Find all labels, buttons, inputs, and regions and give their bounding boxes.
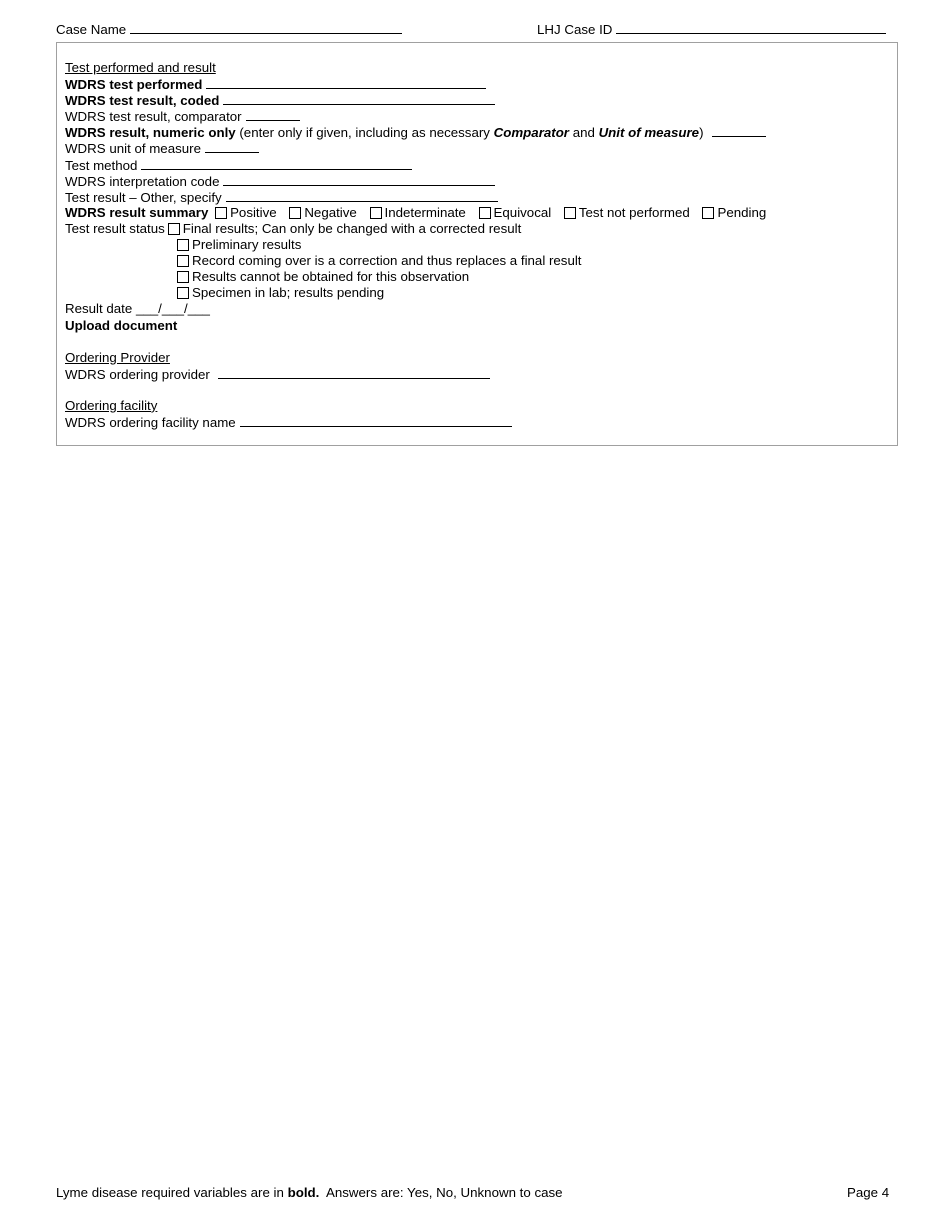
option-label: Final results; Can only be changed with a corrected result (182, 220, 522, 236)
case-name-field[interactable] (130, 21, 402, 34)
test-performed-field[interactable] (206, 76, 486, 89)
numeric-note-unit: Unit of measure (598, 125, 700, 141)
option-label: Record coming over is a correction and thus replaces a final result (192, 253, 582, 269)
option-label: Pending (717, 204, 767, 220)
lhj-case-id-label: LHJ Case ID (537, 22, 613, 37)
checkbox-not-performed[interactable] (564, 207, 576, 219)
numeric-note-and: and (569, 125, 599, 141)
checkbox-indeterminate[interactable] (370, 207, 382, 219)
checkbox-status-cannot-obtain[interactable] (177, 271, 189, 283)
checkbox-status-in-lab[interactable] (177, 287, 189, 299)
option-label: Equivocal (493, 204, 552, 220)
other-label: Test result – Other, specify (65, 189, 222, 205)
numeric-note-end: ) (699, 125, 704, 141)
option-label: Indeterminate (384, 204, 466, 220)
status-label: Test result status (65, 220, 165, 236)
option-label: Specimen in lab; results pending (192, 285, 385, 301)
interpretation-field[interactable] (223, 173, 495, 186)
result-coded-field[interactable] (223, 92, 495, 105)
footer-bold: bold. (287, 1185, 320, 1200)
method-label: Test method (65, 157, 138, 173)
result-date-label: Result date (65, 301, 133, 317)
option-label: Positive (230, 204, 277, 220)
case-name-label: Case Name (56, 22, 127, 37)
facility-field[interactable] (240, 414, 512, 427)
lab-test-section (56, 42, 898, 446)
checkbox-equivocal[interactable] (479, 207, 491, 219)
summary-label: WDRS result summary (65, 204, 209, 220)
section-title-provider: Ordering Provider (65, 349, 170, 365)
checkbox-status-correction[interactable] (177, 255, 189, 267)
provider-label: WDRS ordering provider (65, 366, 210, 382)
unit-label: WDRS unit of measure (65, 141, 201, 157)
option-label: Test not performed (578, 204, 690, 220)
checkbox-status-preliminary[interactable] (177, 239, 189, 251)
test-performed-label: WDRS test performed (65, 77, 203, 93)
option-label: Preliminary results (192, 237, 302, 253)
lhj-case-id-field[interactable] (616, 21, 886, 34)
numeric-field[interactable] (712, 124, 766, 137)
facility-label: WDRS ordering facility name (65, 414, 236, 430)
section-title-facility: Ordering facility (65, 397, 158, 413)
method-field[interactable] (141, 157, 412, 170)
lhj-case-id-row (537, 21, 886, 39)
section-title-test: Test performed and result (65, 60, 216, 75)
checkbox-pending[interactable] (702, 207, 714, 219)
option-label: Negative (304, 204, 357, 220)
page-number: Page 4 (847, 1185, 890, 1200)
comparator-field[interactable] (246, 108, 300, 121)
result-summary-row (65, 205, 897, 221)
checkbox-negative[interactable] (289, 207, 301, 219)
interpretation-label: WDRS interpretation code (65, 173, 220, 189)
checkbox-positive[interactable] (215, 207, 227, 219)
other-field[interactable] (226, 189, 498, 202)
unit-field[interactable] (205, 140, 259, 153)
checkbox-status-final[interactable] (168, 223, 180, 235)
numeric-label: WDRS result, numeric only (65, 125, 236, 141)
case-name-row (56, 21, 402, 39)
footer-answers: Answers are: Yes, No, Unknown to case (319, 1185, 563, 1200)
result-date-field[interactable]: ___/___/___ (135, 301, 210, 317)
result-coded-label: WDRS test result, coded (65, 93, 220, 109)
footer-note (56, 1185, 563, 1201)
upload-document-label[interactable]: Upload document (65, 317, 178, 333)
comparator-label: WDRS test result, comparator (65, 109, 242, 125)
footer-text: Lyme disease required variables are in (56, 1185, 288, 1200)
numeric-note: (enter only if given, including as necessary (235, 125, 494, 141)
provider-field[interactable] (218, 366, 490, 379)
option-label: Results cannot be obtained for this observation (192, 269, 470, 285)
numeric-note-comparator: Comparator (493, 125, 569, 141)
